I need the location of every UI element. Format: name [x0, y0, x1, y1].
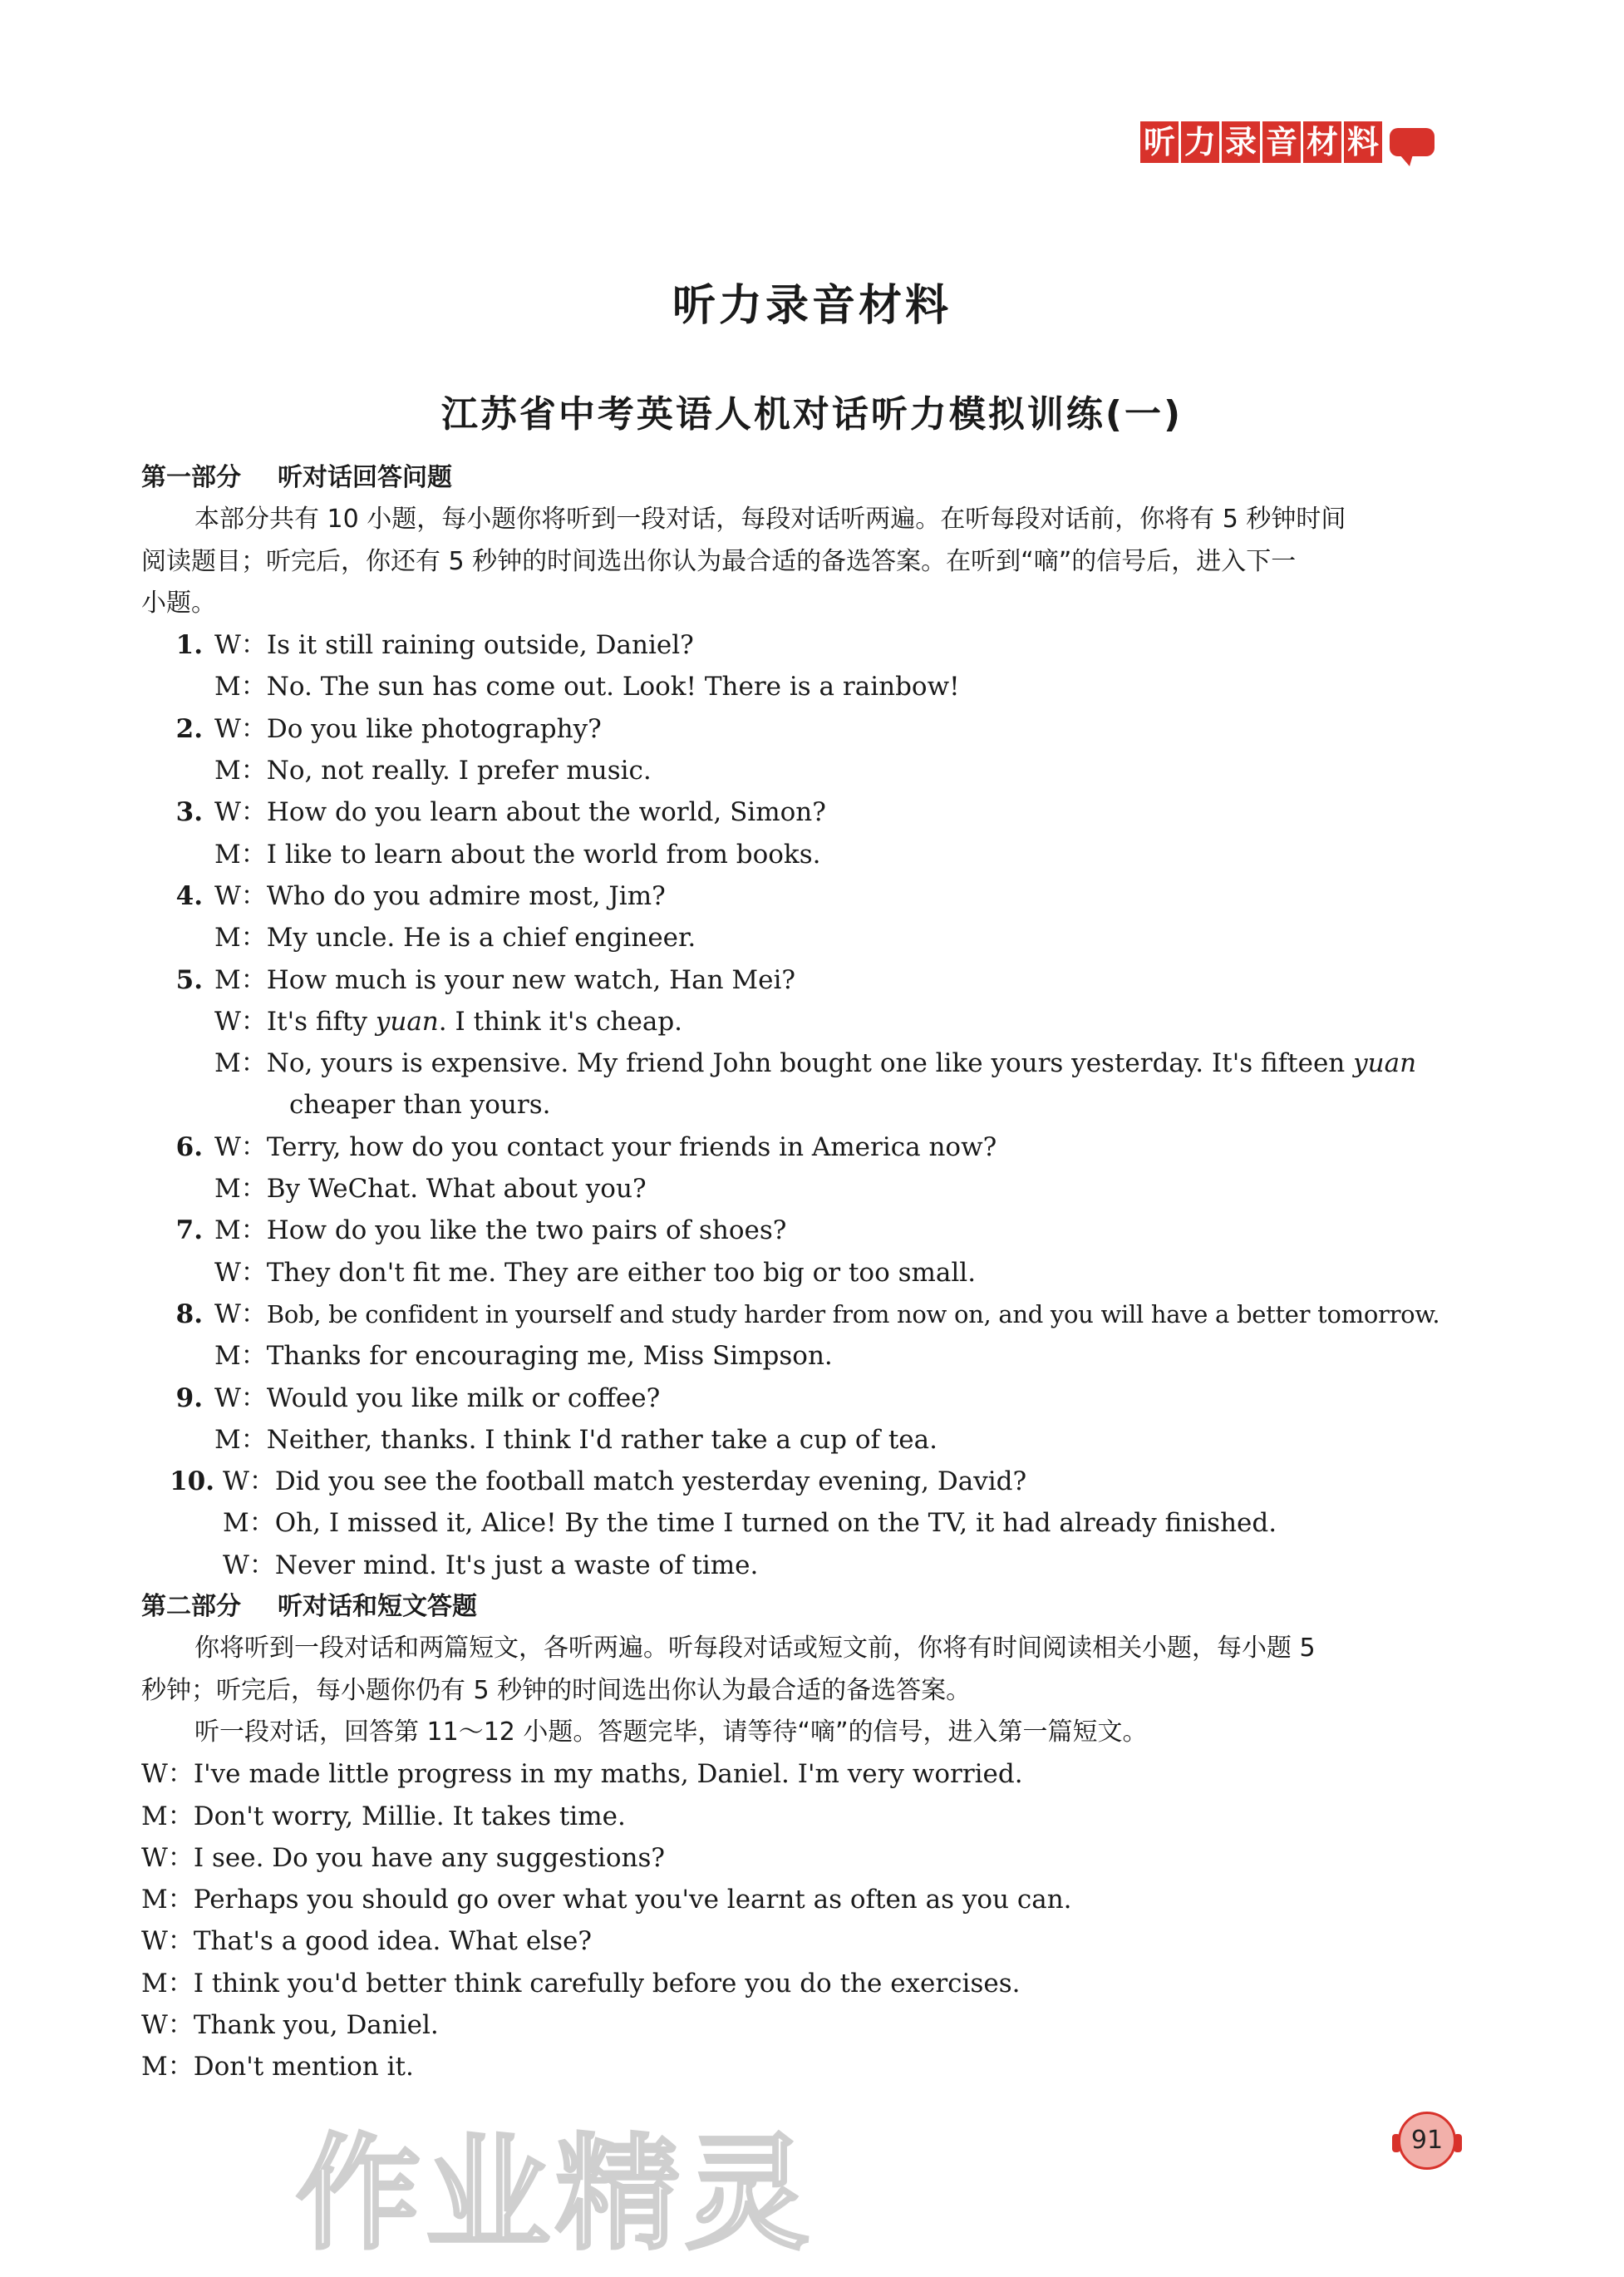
page-subtitle: 江苏省中考英语人机对话听力模拟训练(一): [440, 393, 1184, 436]
dialogue-line: [141, 1837, 1496, 1879]
dialogue-text: How do you like the two pairs of shoes?: [266, 1215, 787, 1246]
question-number: 8.: [175, 1299, 203, 1329]
dialogue-text: Would you like milk or coffee?: [266, 1382, 661, 1413]
dialogue-text: I like to learn about the world from books.: [266, 839, 821, 870]
question-line: [141, 1335, 1496, 1377]
header-badge-char: 料: [1344, 121, 1382, 163]
header-badge-char: 音: [1262, 121, 1301, 163]
speaker: M：: [214, 1341, 267, 1372]
question-line: [141, 1502, 1496, 1544]
speaker: M：: [214, 923, 267, 954]
speaker: W：: [223, 1466, 275, 1497]
question-line: [141, 959, 1496, 1001]
speaker: W：: [214, 797, 267, 828]
dialogue-line: [141, 2004, 1496, 2046]
speaker: M：: [214, 1174, 267, 1205]
dialogue-text: It's fifty yuan. I think it's cheap.: [266, 1006, 683, 1037]
question-line: [141, 1294, 1496, 1335]
dialogue-text: Bob, be confident in yourself and study harder from now on, and you will have a better tomorrow.: [266, 1299, 1440, 1328]
speaker: M：: [214, 672, 267, 702]
question-number: 9.: [175, 1382, 203, 1413]
question-line: [141, 1252, 1496, 1294]
dialogue-text: Perhaps you should go over what you've learnt as often as you can.: [193, 1885, 1072, 1915]
speaker: W：: [214, 630, 267, 661]
section-heading-part1: [141, 457, 1496, 499]
question-line: [141, 1419, 1496, 1461]
question-line: [141, 875, 1496, 917]
question-line: [141, 624, 1496, 666]
question-number: 7.: [175, 1215, 203, 1246]
dialogue-text: Who do you admire most, Jim?: [266, 880, 666, 911]
dialogue-text: I think you'd better think carefully before you do the exercises.: [193, 1968, 1021, 1999]
speaker: M：: [223, 1508, 275, 1539]
dialogue-text: No, not really. I prefer music.: [266, 756, 652, 786]
question-line: [141, 1126, 1496, 1168]
instruction-line: 本部分共有 10 小题，每小题你将听到一段对话，每段对话听两遍。在听每段对话前，你将有 5 秒钟时间: [194, 505, 1346, 535]
speaker: W：: [141, 1842, 194, 1873]
speaker: M：: [214, 839, 267, 870]
dialogue-text: Don't mention it.: [193, 2052, 414, 2082]
question-number: 4.: [175, 880, 203, 911]
speaker: M：: [141, 1801, 194, 1831]
dialogue-text: How do you learn about the world, Simon?: [266, 797, 826, 828]
speaker: W：: [141, 2009, 194, 2040]
section-label: 第一部分: [141, 463, 241, 492]
dialogue-line: [141, 2046, 1496, 2087]
dialogue-text: Thank you, Daniel.: [193, 2009, 439, 2040]
section-heading-part2: [141, 1586, 1496, 1628]
question-line: [141, 1001, 1496, 1042]
dialogue-text: By WeChat. What about you?: [266, 1174, 647, 1205]
speaker: W：: [214, 1382, 267, 1413]
question-number: 1.: [175, 630, 203, 661]
question-line: [141, 750, 1496, 791]
speaker: M：: [141, 2052, 194, 2082]
section-title: 听对话和短文答题: [278, 1592, 477, 1622]
speaker: W：: [214, 1257, 267, 1288]
speaker: M：: [214, 1424, 267, 1455]
header-badge-char: 听: [1140, 121, 1179, 163]
dialogue-line: [141, 1963, 1496, 2004]
instruction-line: 听一段对话，回答第 11～12 小题。答题完毕，请等待“嘀”的信号，进入第一篇短文。: [194, 1717, 1148, 1747]
speaker: M：: [141, 1968, 194, 1999]
speaker: W：: [141, 1926, 194, 1957]
speaker: M：: [214, 1048, 267, 1079]
question-line: [141, 708, 1496, 750]
section-title: 听对话回答问题: [278, 463, 452, 492]
dialogue-line: [141, 1796, 1496, 1837]
question-line: [141, 1210, 1496, 1251]
question-number: 6.: [175, 1131, 203, 1162]
page-number: 91: [1398, 2112, 1456, 2170]
dialogue-text: Thanks for encouraging me, Miss Simpson.: [266, 1341, 833, 1372]
header-badge-char: 材: [1303, 121, 1341, 163]
header-badge-char: 力: [1181, 121, 1219, 163]
watermark: 作业精灵: [296, 2122, 815, 2267]
instruction-line: 小题。: [141, 588, 216, 618]
speaker: M：: [214, 756, 267, 786]
speaker: M：: [214, 964, 267, 995]
question-line: [141, 1042, 1496, 1084]
question-line: [141, 666, 1496, 707]
question-line: [141, 1378, 1496, 1419]
dialogue-text: No, yours is expensive. My friend John bought one like yours yesterday. It's fifteen yuan: [266, 1048, 1417, 1079]
dialogue-continuation: cheaper than yours.: [289, 1090, 551, 1121]
speaker: M：: [214, 1215, 267, 1246]
speaker: W：: [214, 1006, 267, 1037]
speech-bubble-icon: [1390, 128, 1435, 156]
section-label: 第二部分: [141, 1592, 241, 1622]
dialogue-line: [141, 1753, 1496, 1795]
question-line: [141, 1461, 1496, 1502]
header-badge-char: 录: [1222, 121, 1260, 163]
question-number: 3.: [175, 797, 203, 828]
dialogue-text: I see. Do you have any suggestions?: [193, 1842, 665, 1873]
dialogue-text: My uncle. He is a chief engineer.: [266, 923, 696, 954]
dialogue-text: That's a good idea. What else?: [193, 1926, 592, 1957]
header-badge: [1140, 118, 1435, 166]
question-number: 10.: [170, 1466, 214, 1497]
question-line: [141, 791, 1496, 833]
dialogue-text: Neither, thanks. I think I'd rather take a cup of tea.: [266, 1424, 937, 1455]
question-line: [141, 917, 1496, 959]
dialogue-text: I've made little progress in my maths, Daniel. I'm very worried.: [193, 1759, 1023, 1790]
content: [141, 457, 1496, 2088]
instruction-line: 阅读题目；听完后，你还有 5 秒钟的时间选出你认为最合适的备选答案。在听到“嘀”的信号后，进入下一: [141, 546, 1297, 576]
speaker: M：: [141, 1885, 194, 1915]
dialogue-text: They don't fit me. They are either too big or too small.: [266, 1257, 977, 1288]
dialogue-text: Never mind. It's just a waste of time.: [274, 1550, 759, 1580]
dialogue-text: Oh, I missed it, Alice! By the time I turned on the TV, it had already finished.: [274, 1508, 1277, 1539]
speaker: W：: [223, 1550, 275, 1580]
instruction-line: 秒钟；听完后，每小题你仍有 5 秒钟的时间选出你认为最合适的备选答案。: [141, 1675, 972, 1705]
dialogue-text: No. The sun has come out. Look! There is a rainbow!: [266, 672, 960, 702]
speaker: W：: [214, 713, 267, 744]
question-line: [141, 1168, 1496, 1210]
speaker: W：: [214, 880, 267, 911]
dialogue-text: How much is your new watch, Han Mei?: [266, 964, 796, 995]
dialogue-text: Don't worry, Millie. It takes time.: [193, 1801, 626, 1831]
question-number: 5.: [175, 964, 203, 995]
question-number: 2.: [175, 713, 203, 744]
dialogue-text: Terry, how do you contact your friends in America now?: [266, 1131, 997, 1162]
page-title: 听力录音材料: [672, 281, 952, 331]
dialogue-line: [141, 1879, 1496, 1920]
dialogue-text: Do you like photography?: [266, 713, 602, 744]
dialogue-line: [141, 1920, 1496, 1962]
speaker: W：: [214, 1131, 267, 1162]
dialogue-text: Is it still raining outside, Daniel?: [266, 630, 694, 661]
question-line: [141, 1545, 1496, 1586]
dialogue-text: Did you see the football match yesterday evening, David?: [274, 1466, 1027, 1497]
instruction-line: 你将听到一段对话和两篇短文，各听两遍。听每段对话或短文前，你将有时间阅读相关小题，每小题 5: [194, 1634, 1316, 1663]
speaker: W：: [141, 1759, 194, 1790]
question-line: [141, 834, 1496, 875]
speaker: W：: [214, 1299, 267, 1329]
